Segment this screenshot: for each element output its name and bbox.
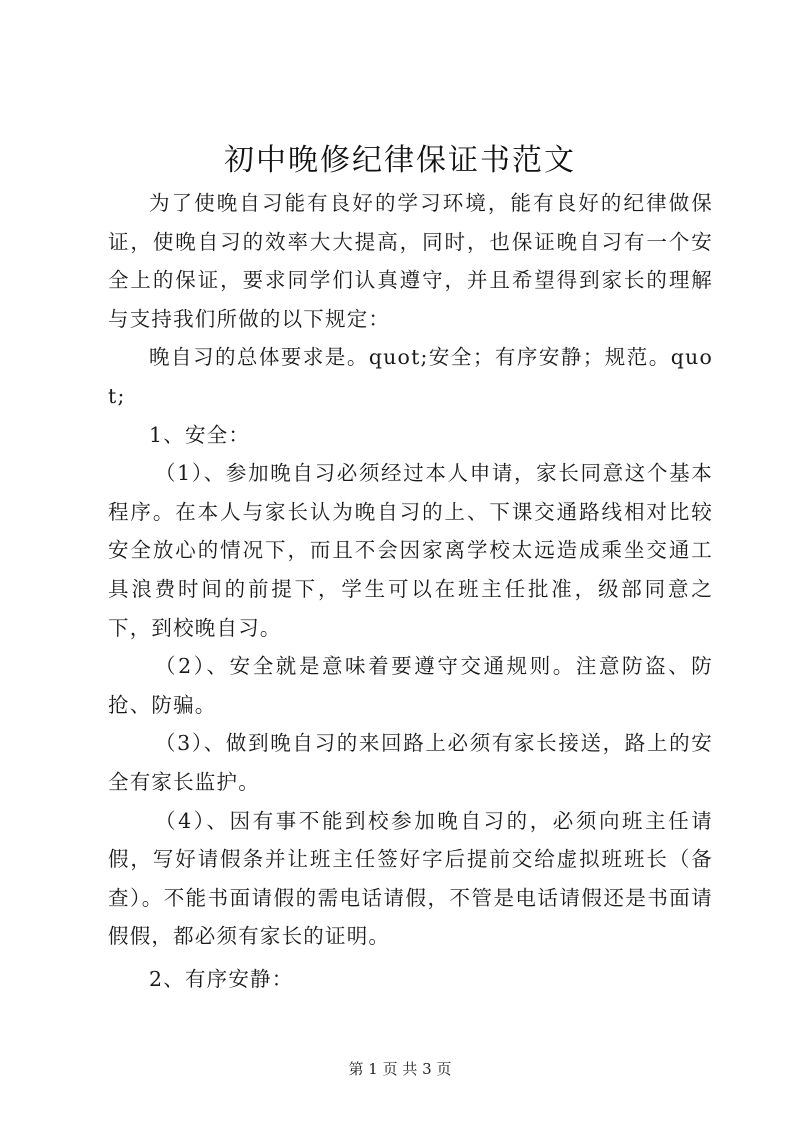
page-number-footer: 第 1 页 共 3 页 xyxy=(348,1060,452,1078)
paragraph-item-2: （2）、安全就是意味着要遵守交通规则。注意防盗、防抢、防骗。 xyxy=(108,654,713,717)
paragraph-item-1: （1）、参加晚自习必须经过本人申请，家长同意这个基本程序。在本人与家长认为晚自习的上、下课交通路线相对比较安全放心的情况下，而且不会因家离学校太远造成乘坐交通工具浪费时间的前提下，学生可以在班主任批准，级部同意之下，到校晚自习。 xyxy=(108,461,713,640)
section-heading-order: 2、有序安静： xyxy=(149,966,294,991)
page-title: 初中晚修纪律保证书范文 xyxy=(224,143,576,178)
document-body xyxy=(108,184,713,998)
section-heading-safety: 1、安全： xyxy=(149,422,251,447)
paragraph-item-3: （3）、做到晚自习的来回路上必须有家长接送，路上的安全有家长监护。 xyxy=(108,731,713,794)
paragraph-intro: 为了使晚自习能有良好的学习环境，能有良好的纪律做保证，使晚自习的效率大大提高，同时，也保证晚自习有一个安全上的保证，要求同学们认真遵守，并且希望得到家长的理解与支持我们所做的以下规定： xyxy=(108,191,713,331)
paragraph-item-4: （4）、因有事不能到校参加晚自习的，必须向班主任请假，写好请假条并让班主任签好字后提前交给虚拟班班长（备查）。不能书面请假的需电话请假，不管是电话请假还是书面请假假，都必须有家长的证明。 xyxy=(108,808,713,949)
paragraph-general-requirement: 晚自习的总体要求是。quot;安全；有序安静；规范。quot; xyxy=(108,345,713,408)
